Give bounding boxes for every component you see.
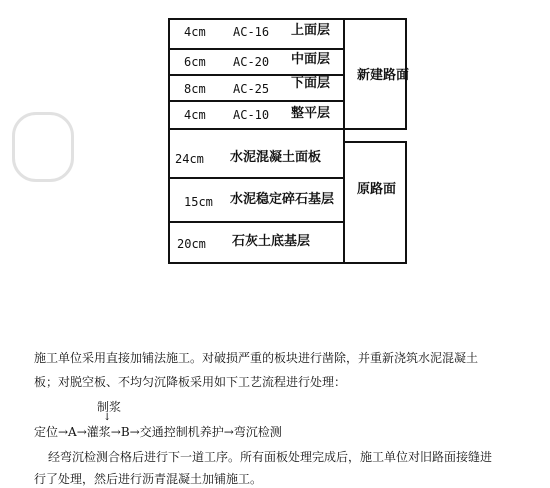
table-left-border [168,18,170,264]
layer-thickness: 24cm [175,152,204,166]
row-divider [168,128,345,130]
layer-thickness: 8cm [184,82,206,96]
flow-annotation: 制浆 [97,400,122,414]
process-flow: 定位→A→灌浆→B→交通控制机养护→弯沉检测 [34,425,282,439]
layer-name: 中面层 [291,52,331,67]
row-divider [168,48,345,50]
group-label-new: 新建路面 [357,68,410,83]
group-bracket-new [343,128,407,130]
group-bracket-new [343,18,407,20]
layer-thickness: 20cm [177,237,206,251]
layer-name: 水泥混凝土面板 [230,150,322,165]
layer-material: AC-25 [233,82,270,96]
paragraph-line: 板；对脱空板、不均匀沉降板采用如下工艺流程进行处理： [34,375,347,389]
paragraph-line: 施工单位采用直接加铺法施工。对破损严重的板块进行凿除，并重新浇筑水泥混凝土 [34,351,479,365]
row-divider [168,100,345,102]
layer-thickness: 6cm [184,55,206,69]
layer-name: 整平层 [291,106,331,121]
paragraph-line: 经弯沉检测合格后进行下一道工序。所有面板处理完成后，施工单位对旧路面接缝进 [48,450,493,464]
layer-name: 水泥稳定碎石基层 [230,192,335,207]
group-bracket-old [343,141,407,143]
row-divider [168,177,345,179]
row-divider [168,262,345,264]
layer-material: AC-10 [233,108,270,122]
group-label-old: 原路面 [357,182,397,197]
paragraph-line: 行了处理，然后进行沥青混凝土加铺施工。 [34,472,263,486]
layer-material: AC-20 [233,55,270,69]
layer-thickness: 15cm [184,195,213,209]
row-divider [168,221,345,223]
group-bracket-old [405,141,407,264]
group-bracket-old [343,262,407,264]
layer-thickness: 4cm [184,25,206,39]
flow-arrow-mark: ↓ [103,412,112,423]
layer-name: 上面层 [291,23,331,38]
layer-material: AC-16 [233,25,270,39]
layer-name: 石灰土底基层 [232,234,311,249]
layer-name: 下面层 [291,76,331,91]
layer-thickness: 4cm [184,108,206,122]
row-divider [168,18,345,20]
faint-stamp-mark [12,112,74,182]
